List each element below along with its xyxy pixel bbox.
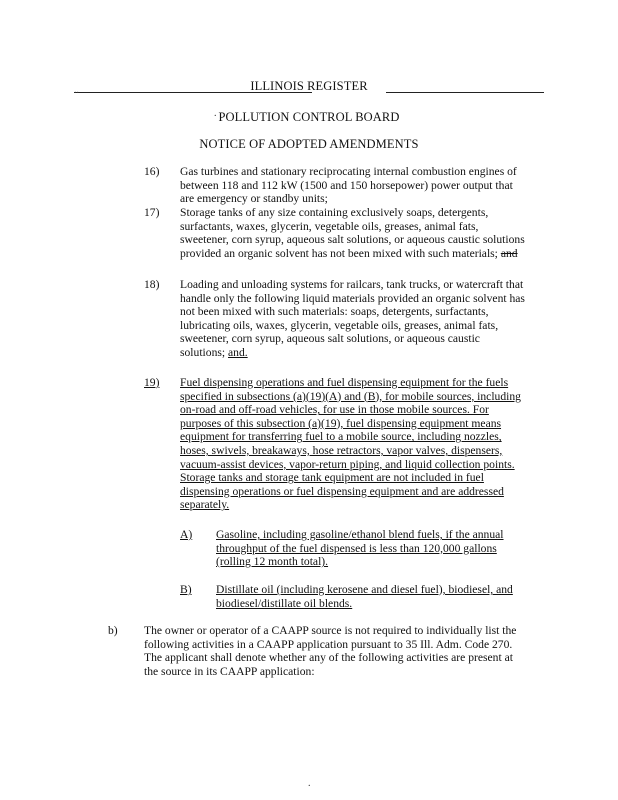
agency-title: POLLUTION CONTROL BOARD [218, 110, 400, 124]
item-18-line: handle only the following liquid materials provided an organic solvent has [180, 291, 525, 305]
item-19b-text [216, 583, 513, 610]
item-19-line: dispensing operations or fuel dispensing equipment and are addressed [180, 484, 504, 498]
item-18-line [180, 346, 525, 360]
item-19-number: 19) [144, 376, 160, 389]
item-19-line: vacuum-assist devices, vapor-return piping, and liquid collection points. [180, 457, 515, 471]
item-17-text [180, 206, 525, 260]
item-19a-line: Gasoline, including gasoline/ethanol blend fuels, if the annual [216, 528, 504, 541]
item-18-line: not been mixed with such materials: soaps, detergents, surfactants, [180, 305, 489, 319]
subsection-b-line: the source in its CAAPP application: [144, 664, 315, 678]
header-left-tick: .. [74, 85, 79, 96]
item-17-line: sweetener, corn syrup, aqueous salt solutions, or aqueous caustic solutions [180, 233, 525, 247]
item-18-line: sweetener, corn syrup, aqueous salt solutions, or aqueous caustic [180, 332, 480, 346]
item-18-line-text: solutions; [180, 345, 226, 359]
item-19a-line: (rolling 12 month total). [216, 555, 329, 569]
register-title: ILLINOIS REGISTER [250, 79, 368, 93]
item-19-line: Storage tanks and storage tank equipment are not included in fuel [180, 471, 484, 485]
item-16-line: are emergency or standby units; [180, 192, 328, 206]
item-18-line: Loading and unloading systems for railcars, tank trucks, or watercraft that [180, 278, 524, 291]
item-19-line: hoses, swivels, breakaways, hose retractors, vapor valves, dispensers, [180, 443, 503, 457]
item-19a-text [216, 528, 504, 569]
item-19b-line: Distillate oil (including kerosene and diesel fuel), biodiesel, and [216, 583, 513, 596]
footer-marker: . [308, 778, 311, 789]
item-19-line: on-road and off-road vehicles, for use in those mobile sources. For [180, 403, 489, 417]
item-19-line: Fuel dispensing operations and fuel dispensing equipment for the fuels [180, 376, 509, 389]
struck-and: and [500, 246, 518, 260]
item-17-line [180, 247, 525, 261]
agency-marker: . [214, 108, 217, 119]
inserted-and: and. [228, 345, 248, 359]
item-19a-number: A) [180, 528, 193, 541]
item-19-line: purposes of this subsection (a)(19), fuel dispensing equipment means [180, 416, 502, 430]
subsection-b-number: b) [108, 624, 118, 637]
item-19b-number: B) [180, 583, 192, 596]
item-16-line: between 118 and 112 kW (1500 and 150 horsepower) power output that [180, 178, 513, 192]
item-19b-line: biodiesel/distillate oil blends. [216, 596, 353, 610]
item-16-line: Gas turbines and stationary reciprocating internal combustion engines of [180, 165, 517, 178]
item-18-number: 18) [144, 278, 160, 291]
notice-title: NOTICE OF ADOPTED AMENDMENTS [199, 137, 419, 151]
item-17-line-text: provided an organic solvent has not been mixed with such materials; [180, 246, 498, 260]
item-19a-line: throughput of the fuel dispensed is less than 120,000 gallons [216, 541, 497, 555]
item-18-line: lubricating oils, waxes, glycerin, vegetable oils, greases, animal fats, [180, 318, 499, 332]
item-17-line: surfactants, waxes, glycerin, vegetable oils, greases, animal fats, [180, 219, 479, 233]
subsection-b-line: following activities in a CAAPP application pursuant to 35 Ill. Adm. Code 270. [144, 637, 513, 651]
item-16-text [180, 165, 517, 206]
item-17-number: 17) [144, 206, 160, 219]
item-19-line: equipment for transferring fuel to a mobile source, including nozzles, [180, 430, 502, 444]
item-18-text [180, 278, 525, 360]
item-19-line: separately. [180, 498, 230, 512]
subsection-b-text [144, 624, 516, 678]
item-19-line: specified in subsections (a)(19)(A) and (B), for mobile sources, including [180, 389, 521, 403]
item-19-text [180, 376, 521, 512]
item-16-number: 16) [144, 165, 160, 178]
subsection-b-line: The applicant shall denote whether any of the following activities are present at [144, 651, 513, 665]
subsection-b-line: The owner or operator of a CAAPP source is not required to individually list the [144, 624, 517, 637]
item-17-line: Storage tanks of any size containing exclusively soaps, detergents, [180, 206, 489, 219]
